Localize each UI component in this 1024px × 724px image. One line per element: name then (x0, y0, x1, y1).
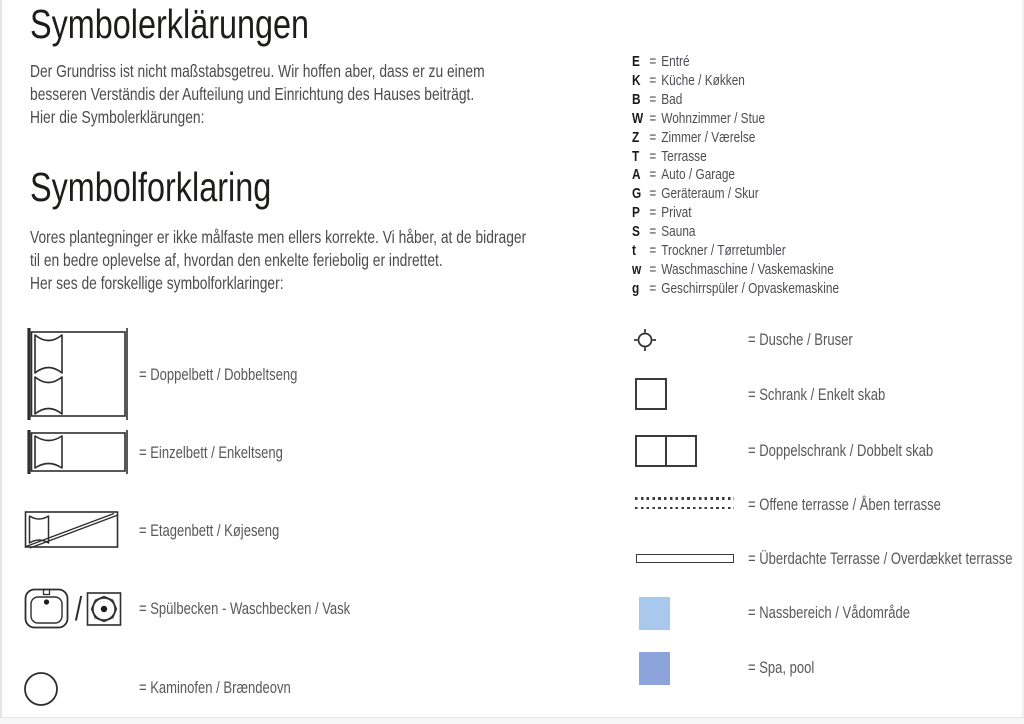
letter-row (632, 185, 839, 204)
letter-meaning: Wohnzimmer / Stue (661, 109, 766, 127)
letter-meaning: Entré (661, 53, 690, 70)
letter-code: g (632, 279, 640, 297)
symbol-label: = Dusche / Bruser (748, 331, 853, 349)
equals-sign: = (649, 109, 657, 127)
letter-row (632, 53, 839, 72)
letter-meaning: Sauna (661, 223, 696, 241)
letter-meaning: Geschirrspüler / Opvaskemaskine (661, 279, 840, 297)
intro-danish-line: til en bedre oplevelse af, hvordan den enkelte feriebolig er indrettet. (30, 250, 443, 270)
symbol-label: = Doppelbett / Dobbeltseng (139, 366, 298, 384)
letter-meaning: Auto / Garage (661, 166, 736, 184)
intro-german-line: Hier die Symbolerklärungen: (30, 107, 205, 127)
spa-pool-icon (639, 652, 670, 685)
letter-meaning: Küche / Køkken (661, 71, 745, 89)
symbol-label: = Spa, pool (748, 659, 815, 677)
single-cabinet-icon (635, 378, 667, 410)
letter-code: t (632, 242, 636, 260)
letter-row (632, 129, 839, 148)
equals-sign: = (649, 242, 657, 260)
symbol-label: = Offene terrasse / Åben terrasse (748, 496, 941, 514)
double-cabinet-icon (635, 435, 697, 467)
equals-sign: = (649, 53, 657, 70)
letter-meaning: Terrasse (661, 147, 707, 165)
symbol-label: = Etagenbett / Køjeseng (139, 522, 280, 540)
washbasin-icon (86, 591, 122, 627)
symbol-label: = Einzelbett / Enkeltseng (139, 444, 283, 462)
letter-row (632, 242, 839, 261)
equals-sign: = (649, 223, 657, 241)
intro-german (30, 60, 605, 129)
symbol-label: = Nassbereich / Vådområde (748, 604, 910, 622)
letter-code: T (632, 147, 640, 165)
equals-sign: = (649, 204, 657, 222)
intro-danish-line: Her ses de forskellige symbolforklaringer: (30, 273, 284, 293)
bunk-bed-icon (24, 510, 120, 550)
letter-code: W (632, 109, 644, 127)
sink-icon (24, 588, 69, 629)
wood-stove-icon (23, 671, 59, 707)
letter-row (632, 72, 839, 91)
letter-row (632, 91, 839, 110)
letter-code: K (632, 71, 641, 89)
intro-german-line: besseren Verständis der Aufteilung und Einrichtung des Hauses beiträgt. (30, 84, 475, 104)
covered-terrace-icon (636, 554, 734, 563)
letter-row (632, 110, 839, 129)
letter-code: w (632, 260, 642, 278)
equals-sign: = (649, 166, 657, 184)
letter-row (632, 280, 839, 299)
letter-legend (632, 53, 894, 299)
letter-meaning: Waschmaschine / Vaskemaskine (661, 260, 834, 278)
letter-code: S (632, 223, 640, 241)
letter-meaning: Zimmer / Værelse (661, 128, 756, 146)
equals-sign: = (649, 279, 657, 297)
page-edge-left (0, 0, 2, 724)
page-title-german (30, 0, 383, 48)
single-bed-icon (22, 429, 130, 475)
equals-sign: = (649, 185, 657, 203)
letter-meaning: Bad (661, 90, 683, 108)
symbol-label: = Spülbecken - Waschbecken / Vask (139, 600, 351, 618)
symbol-label: = Schrank / Enkelt skab (748, 386, 886, 404)
letter-code: B (632, 90, 641, 108)
equals-sign: = (649, 147, 657, 165)
symbol-label: = Überdachte Terrasse / Overdækket terrasse (748, 550, 1013, 568)
page-title-danish (30, 163, 335, 211)
equals-sign: = (649, 90, 657, 108)
intro-german-line: Der Grundriss ist nicht maßstabsgetreu. Wir hoffen aber, dass er zu einem (30, 61, 485, 81)
page-edge-bottom (0, 717, 1024, 724)
equals-sign: = (649, 128, 657, 146)
letter-row (632, 204, 839, 223)
symbol-label: = Kaminofen / Brændeovn (139, 679, 291, 697)
letter-meaning: Geräteraum / Skur (661, 185, 759, 203)
shower-icon (633, 328, 657, 352)
intro-danish (30, 226, 658, 295)
double-bed-icon (22, 327, 130, 421)
letter-code: P (632, 204, 640, 222)
page-title-german-text: Symbolerklärungen (30, 1, 310, 47)
wet-area-icon (639, 597, 670, 630)
page-title-danish-text: Symbolforklaring (30, 164, 272, 210)
letter-code: E (632, 53, 640, 70)
letter-code: Z (632, 128, 640, 146)
intro-danish-line: Vores plantegninger er ikke målfaste men ellers korrekte. Vi håber, at de bidrager (30, 227, 527, 247)
symbol-label: = Doppelschrank / Dobbelt skab (748, 442, 934, 460)
slash-separator: / (74, 589, 83, 627)
letter-meaning: Trockner / Tørretumbler (661, 242, 786, 260)
sink-washbasin-icons (24, 588, 122, 629)
equals-sign: = (649, 260, 657, 278)
equals-sign: = (649, 71, 657, 89)
letter-code: A (632, 166, 641, 184)
letter-row (632, 166, 839, 185)
letter-code: G (632, 185, 642, 203)
letter-meaning: Privat (661, 204, 692, 222)
letter-row (632, 261, 839, 280)
letter-row (632, 223, 839, 242)
letter-row (632, 148, 839, 167)
open-terrace-icon (635, 497, 734, 509)
